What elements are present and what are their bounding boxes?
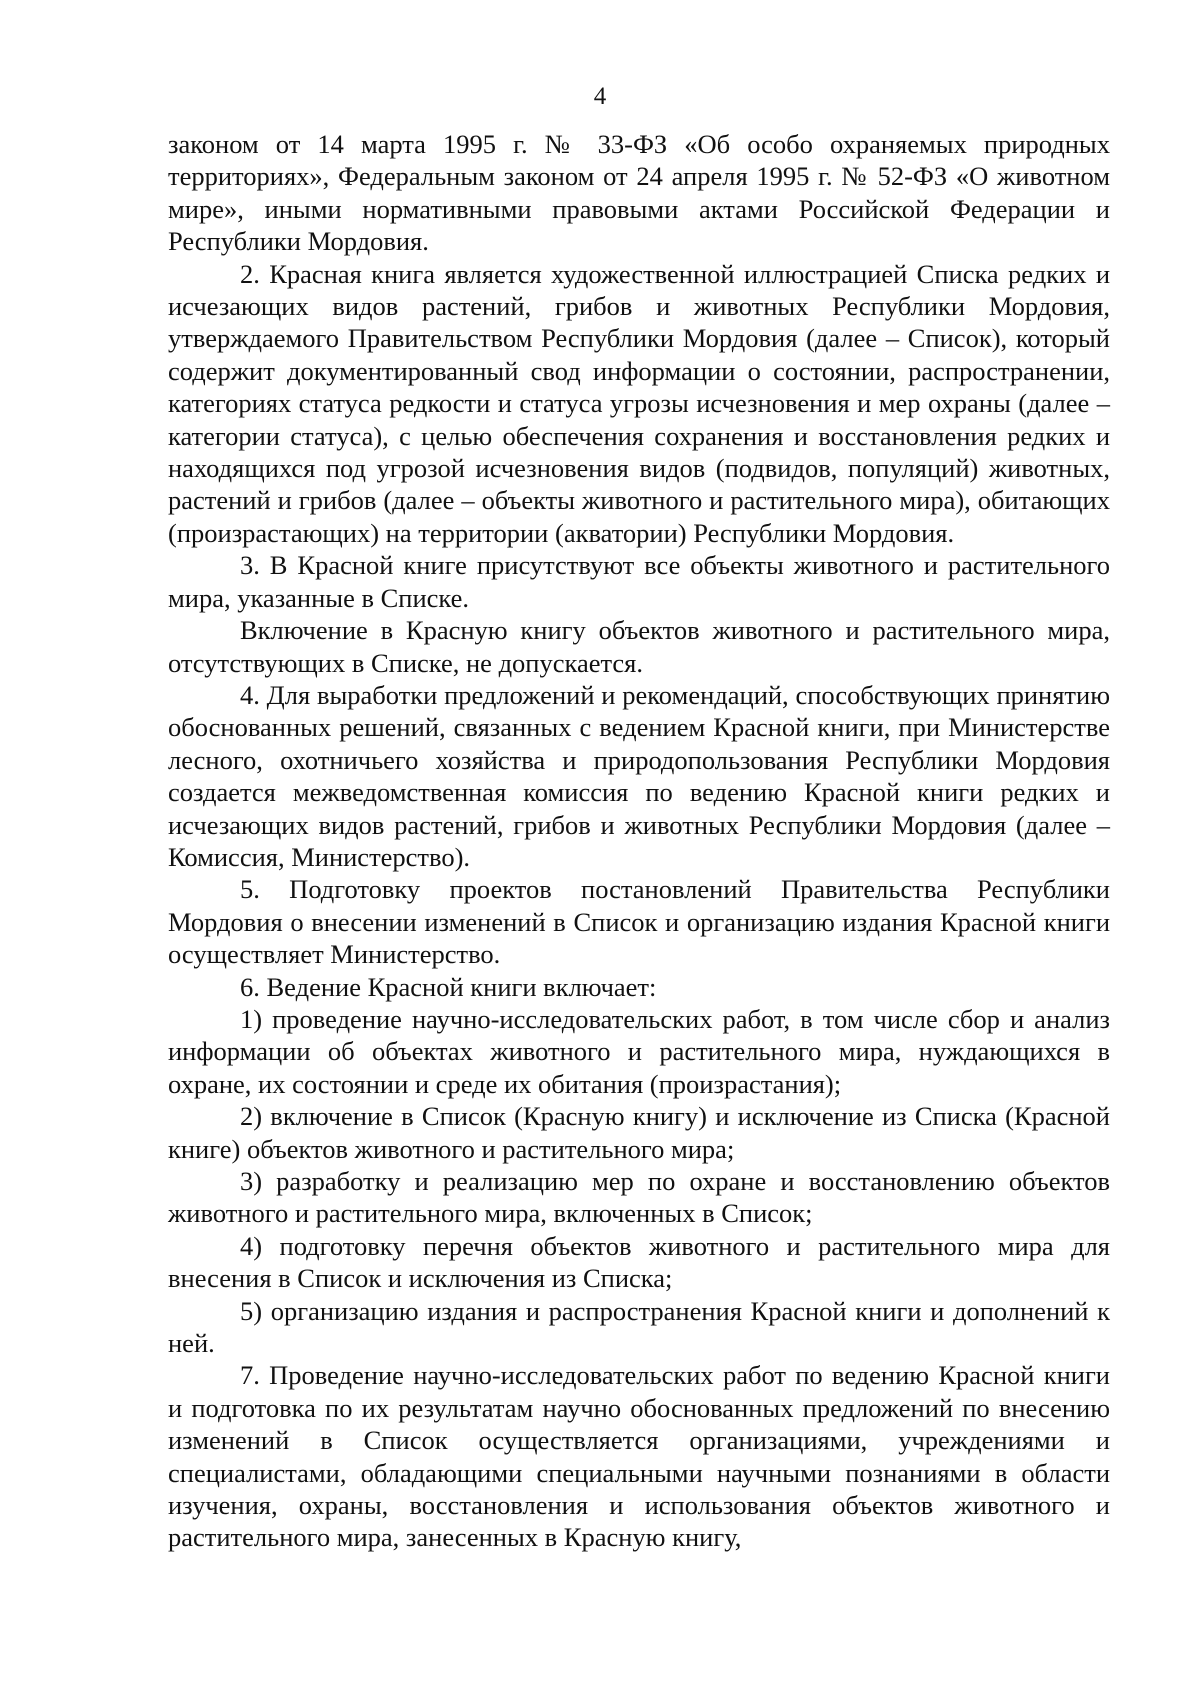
paragraph-clause-3-note: Включение в Красную книгу объектов животного и растительного мира, отсутствующих в Списке, не допускается. <box>168 615 1110 678</box>
paragraph-clause-7: 7. Проведение научно-исследовательских работ по ведению Красной книги и подготовка по их результатам научно обоснованных предложений по внесению изменений в Список осуществляется организациями, учреждениями и специалистами, обладающими специальными научными познаниями в области изучения, охраны, восстановления и использования объектов животного и растительного мира, занесенных в Красную книгу, <box>168 1360 1110 1553</box>
list-item-6-5: 5) организацию издания и распространения Красной книги и дополнений к ней. <box>168 1295 1110 1359</box>
paragraph-clause-4: 4. Для выработки предложений и рекомендаций, способствующих принятию обоснованных решений, связанных с ведением Красной книги, при Министерстве лесного, охотничьего хозяйства и природопользования Республики Мордовия создается межведомственная комиссия по ведению Красной книги редких и исчезающих видов растений, грибов и животных Республики Мордовия (далее – Комиссия, Министерство). <box>168 679 1110 872</box>
document-body <box>168 128 1110 1554</box>
paragraph-clause-3: 3. В Красной книге присутствуют все объекты животного и растительного мира, указанные в Списке. <box>168 550 1110 613</box>
list-item-6-4: 4) подготовку перечня объектов животного и растительного мира для внесения в Список и исключения из Списка; <box>168 1230 1110 1294</box>
list-item-6-3: 3) разработку и реализацию мер по охране и восстановлению объектов животного и растительного мира, включенных в Список; <box>168 1166 1110 1229</box>
paragraph-continuation: законом от 14 марта 1995 г. № 33-ФЗ «Об особо охраняемых природных территориях», Федеральным законом от 24 апреля 1995 г. № 52-ФЗ «О животном мире», иными нормативными правовыми актами Российской Федерации и Республики Мордовия. <box>168 129 1110 257</box>
paragraph-clause-2: 2. Красная книга является художественной иллюстрацией Списка редких и исчезающих видов растений, грибов и животных Республики Мордовия, утверждаемого Правительством Республики Мордовия (далее – Список), который содержит документированный свод информации о состоянии, распространении, категориях статуса редкости и статуса угрозы исчезновения и мер охраны (далее – категории статуса), с целью обеспечения сохранения и восстановления редких и находящихся под угрозой исчезновения видов (подвидов, популяций) животных, растений и грибов (далее – объекты животного и растительного мира), обитающих (произрастающих) на территории (акватории) Республики Мордовия. <box>168 258 1110 548</box>
list-item-6-2: 2) включение в Список (Красную книгу) и исключение из Списка (Красной книге) объектов животного и растительного мира; <box>168 1101 1110 1164</box>
page-number: 4 <box>593 83 607 110</box>
list-item-6-1: 1) проведение научно-исследовательских работ, в том числе сбор и анализ информации об объектах животного и растительного мира, нуждающихся в охране, их состоянии и среде их обитания (произрастания); <box>168 1003 1110 1099</box>
paragraph-clause-6: 6. Ведение Красной книги включает: <box>240 971 657 1002</box>
paragraph-clause-5: 5. Подготовку проектов постановлений Правительства Республики Мордовия о внесении изменений в Список и организацию издания Красной книги осуществляет Министерство. <box>168 874 1110 970</box>
